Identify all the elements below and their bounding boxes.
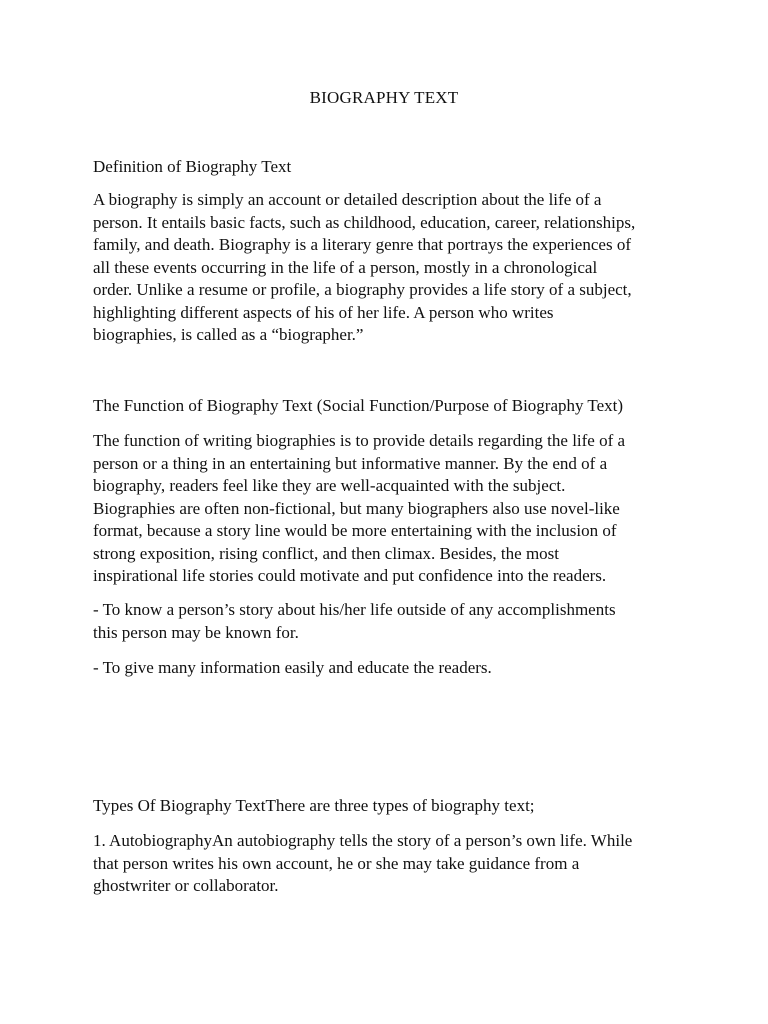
text-line: 1. AutobiographyAn autobiography tells the story of a person’s own life. While	[93, 831, 633, 850]
paragraph-bullet-information	[93, 657, 683, 680]
text-line: family, and death. Biography is a literary genre that portrays the experiences of	[93, 235, 631, 254]
document-title: BIOGRAPHY TEXT	[309, 88, 459, 107]
paragraph-bullet-story	[93, 599, 683, 644]
paragraph-function	[93, 430, 683, 588]
text-line: person. It entails basic facts, such as childhood, education, career, relationships,	[93, 212, 636, 232]
section-heading-definition: Definition of Biography Text	[93, 157, 292, 176]
text-line: inspirational life stories could motivate and put confidence into the readers.	[93, 566, 607, 585]
text-line: A biography is simply an account or detailed description about the life of a	[93, 190, 602, 209]
paragraph-definition	[93, 189, 683, 347]
text-line: biographies, is called as a “biographer.”	[93, 325, 364, 344]
text-line: - To know a person’s story about his/her life outside of any accomplishments	[93, 600, 616, 619]
text-line: highlighting different aspects of his of her life. A person who writes	[93, 302, 554, 322]
text-line: ghostwriter or collaborator.	[93, 876, 279, 895]
text-line: The function of writing biographies is to provide details regarding the life of a	[93, 431, 626, 450]
text-line: that person writes his own account, he or she may take guidance from a	[93, 853, 580, 873]
text-line: - To give many information easily and educate the readers.	[93, 658, 492, 677]
text-line: person or a thing in an entertaining but informative manner. By the end of a	[93, 453, 608, 473]
text-line: biography, readers feel like they are well-acquainted with the subject.	[93, 476, 566, 495]
text-line: Biographies are often non-fictional, but many biographers also use novel-like	[93, 498, 620, 518]
text-line: all these events occurring in the life of a person, mostly in a chronological	[93, 257, 598, 277]
text-line: strong exposition, rising conflict, and then climax. Besides, the most	[93, 543, 560, 563]
text-line: order. Unlike a resume or profile, a biography provides a life story of a subject,	[93, 280, 632, 299]
text-line: this person may be known for.	[93, 622, 299, 642]
paragraph-autobiography	[93, 830, 683, 898]
text-line: format, because a story line would be more entertaining with the inclusion of	[93, 521, 617, 540]
section-heading-types: Types Of Biography TextThere are three types of biography text;	[93, 796, 535, 815]
section-heading-function: The Function of Biography Text (Social Function/Purpose of Biography Text)	[93, 396, 624, 415]
